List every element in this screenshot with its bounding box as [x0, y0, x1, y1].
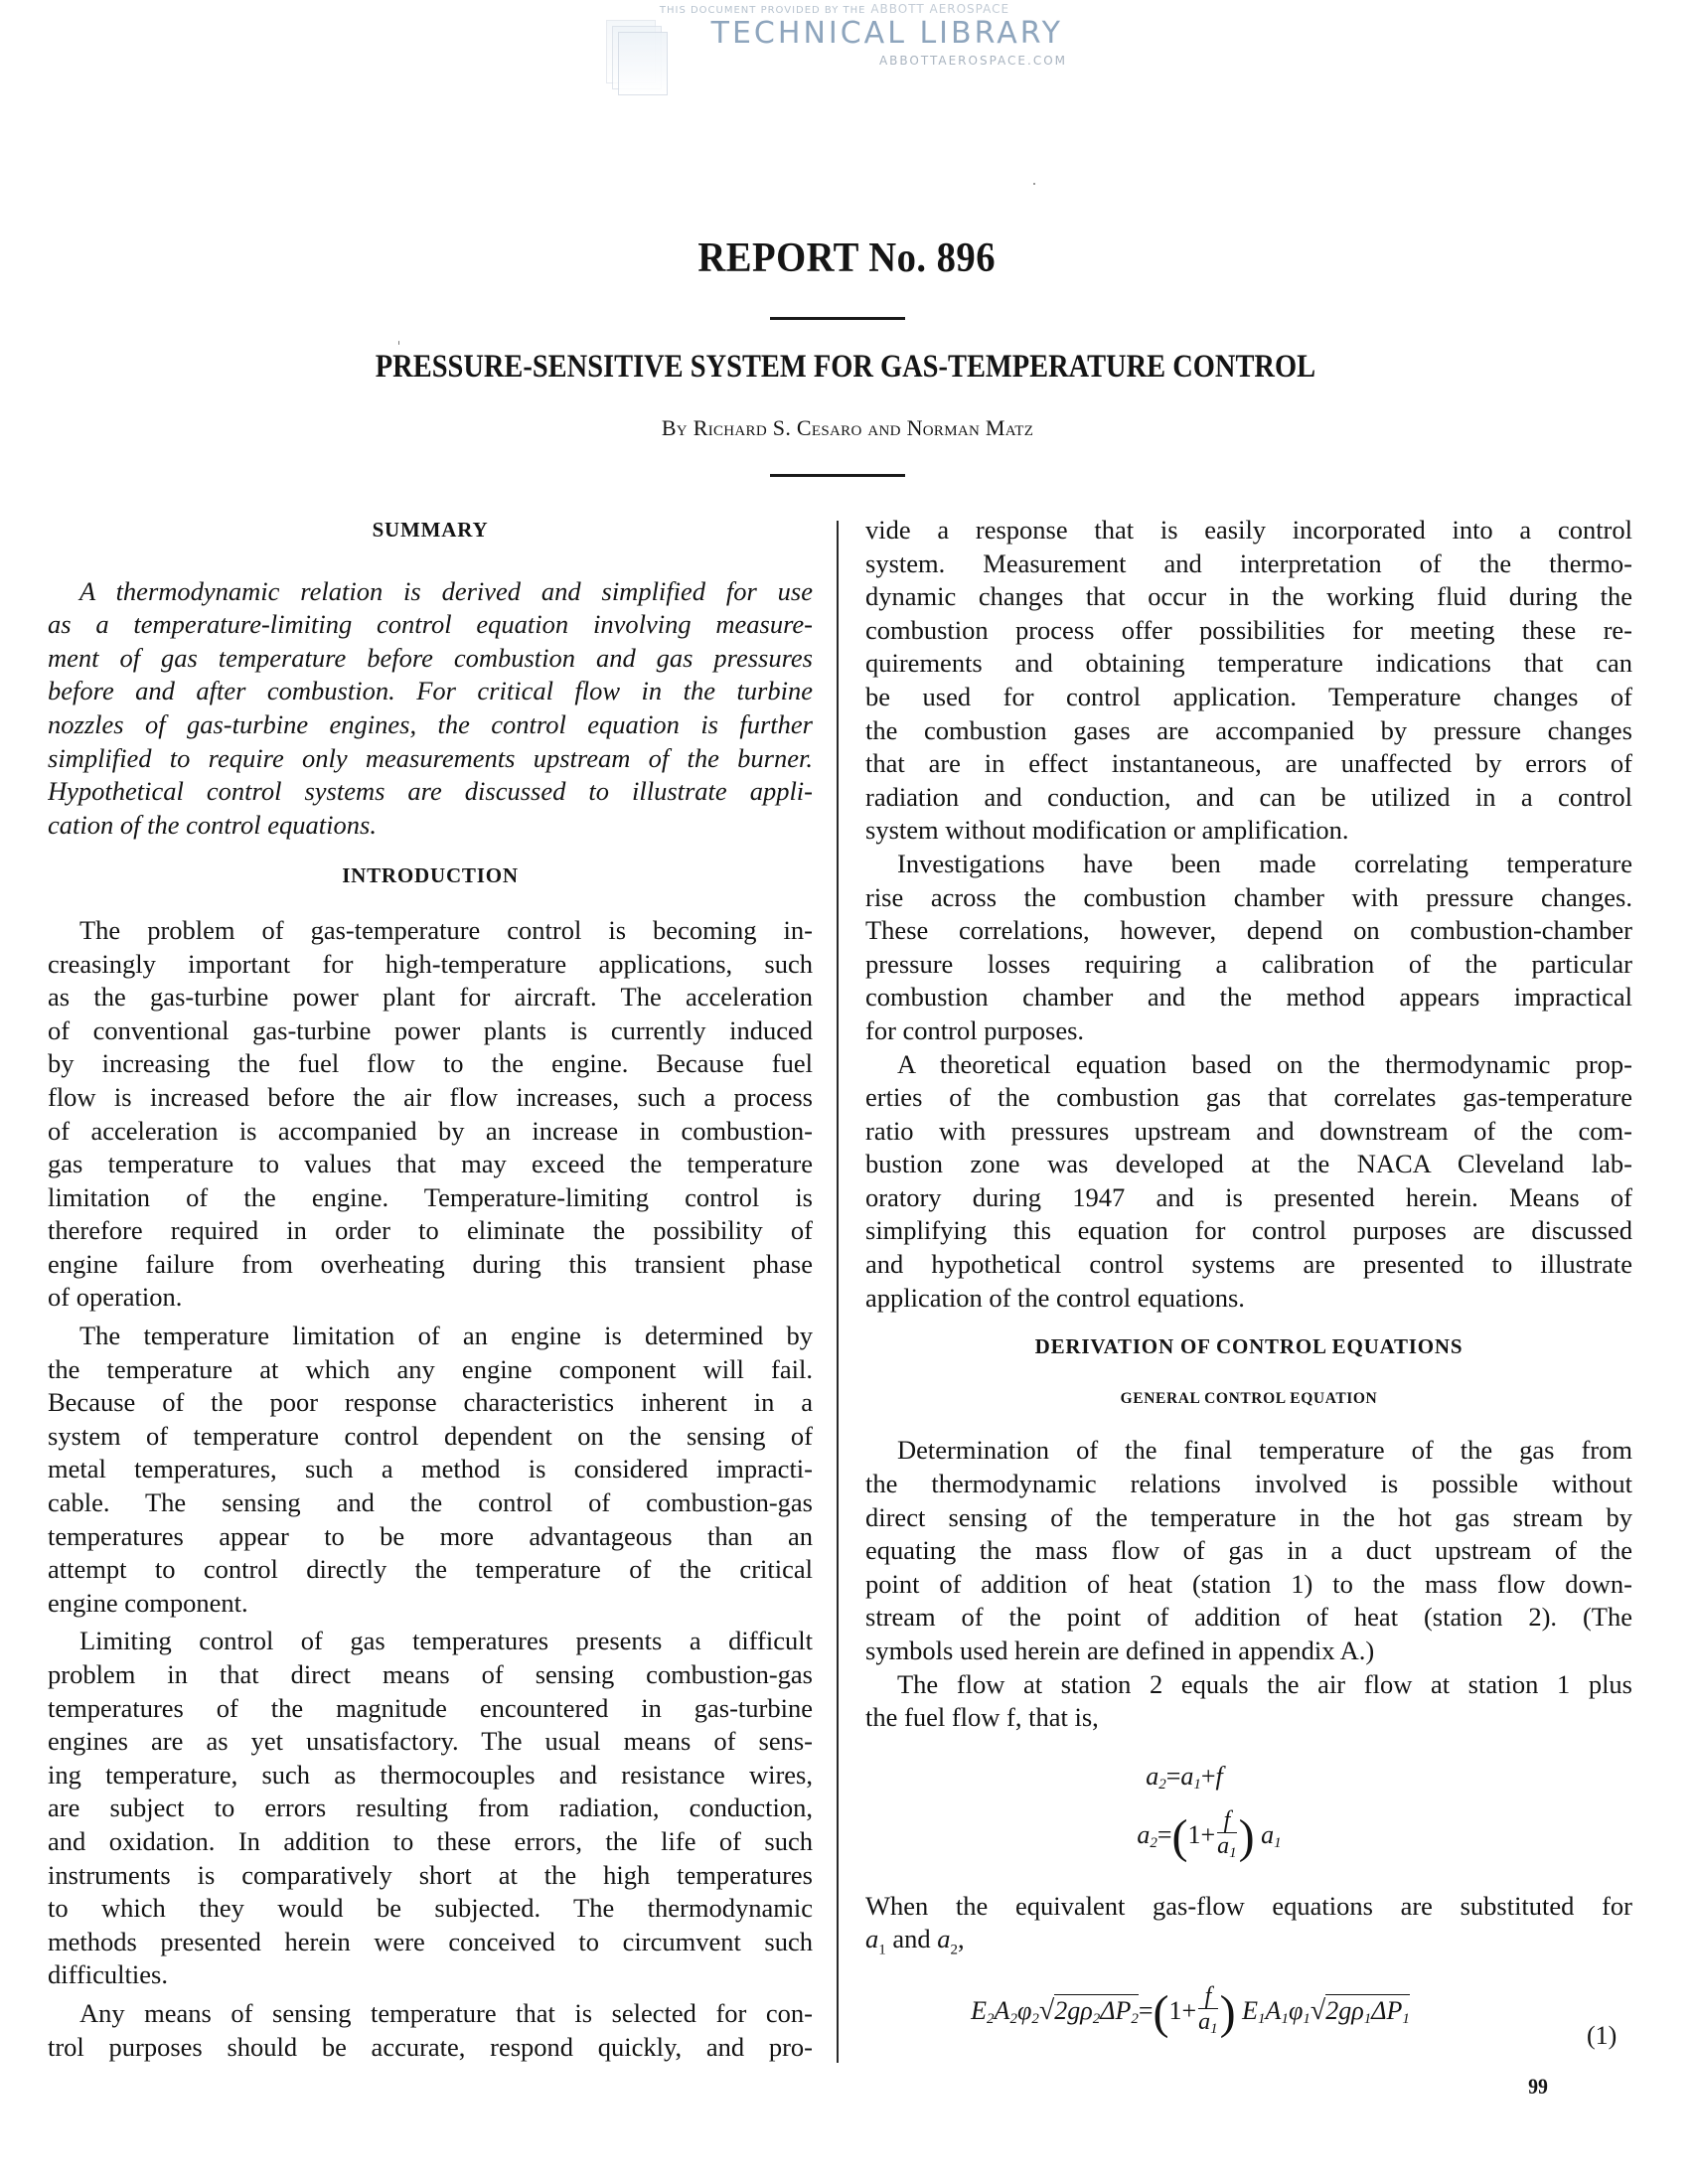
text-line: Investigations have been made correlating temperature — [897, 848, 1632, 878]
theoretical-paragraph — [865, 1048, 1632, 1316]
flow-paragraph — [865, 1668, 1632, 1735]
text-line: as a temperature-limiting control equation involving measure- — [48, 609, 813, 640]
watermark-provider-text: THIS DOCUMENT PROVIDED BY THE — [659, 5, 866, 16]
text-line: metal temperatures, such a method is considered impracti- — [48, 1454, 813, 1484]
intro-paragraph-3 — [48, 1625, 813, 1992]
watermark-url: ABBOTTAEROSPACE.COM — [878, 54, 1067, 68]
watermark-provider — [596, 2, 1073, 16]
text-line: problem in that direct means of sensing combustion-gas — [48, 1659, 813, 1689]
text-line: system without modification or amplification. — [865, 815, 1349, 846]
text-line: ing temperature, such as thermocouples and resistance wires, — [48, 1759, 813, 1790]
text-line: as the gas-turbine power plant for aircraft. The acceleration — [48, 982, 813, 1013]
text-line: A thermodynamic relation is derived and simplified for use — [79, 575, 813, 606]
paper-title: PRESSURE-SENSITIVE SYSTEM FOR GAS-TEMPERATURE CONTROL — [375, 349, 1316, 385]
text-line: before and after combustion. For critical flow in the turbine — [48, 676, 813, 706]
text-line: engine component. — [48, 1587, 248, 1618]
text-line: ment of gas temperature before combustion and gas pressures — [48, 642, 813, 673]
watermark-brand: ABBOTT AEROSPACE — [870, 2, 1010, 16]
text-line: simplified to require only measurements upstream of the burner. — [48, 742, 813, 773]
text-line: rise across the combustion chamber with pressure changes. — [865, 881, 1632, 912]
text-line: When the equivalent gas-flow equations are substituted for — [865, 1890, 1632, 1921]
text-line: engine failure from overheating during this transient phase — [48, 1248, 813, 1279]
text-line: trol purposes should be accurate, respond quickly, and pro- — [48, 2031, 813, 2062]
text-line: of conventional gas-turbine power plants is currently induced — [48, 1014, 813, 1045]
text-line: of acceleration is accompanied by an increase in combustion- — [48, 1115, 813, 1146]
text-line: temperatures of the magnitude encountered in gas-turbine — [48, 1692, 813, 1723]
text-line: erties of the combustion gas that correlates gas-temperature — [865, 1082, 1632, 1113]
text-line: limitation of the engine. Temperature-limiting control is — [48, 1181, 813, 1212]
text-line: are subject to errors resulting from radiation, conduction, — [48, 1793, 813, 1823]
derivation-heading: DERIVATION OF CONTROL EQUATIONS — [1034, 1334, 1464, 1359]
text-line: Determination of the final temperature of the gas from — [897, 1435, 1632, 1466]
text-line: instruments is comparatively short at the high temperatures — [48, 1859, 813, 1890]
column-divider — [837, 521, 839, 2063]
text-line: cation of the control equations. — [48, 809, 377, 840]
equation-number: (1) — [1587, 2021, 1618, 2050]
text-line: The flow at station 2 equals the air flow at station 1 plus — [897, 1668, 1632, 1699]
watermark-library-title: TECHNICAL LIBRARY — [710, 16, 1063, 51]
text-line: methods presented herein were conceived to circumvent such — [48, 1926, 813, 1956]
text-line: for control purposes. — [865, 1014, 1085, 1045]
text-line: to which they would be subjected. The thermodynamic — [48, 1893, 813, 1924]
text-line: creasingly important for high-temperature applications, such — [48, 948, 813, 979]
text-line: difficulties. — [48, 1959, 168, 1990]
text-line: dynamic changes that occur in the working fluid during the — [865, 581, 1632, 612]
text-line: by increasing the fuel flow to the engine. Because fuel — [48, 1048, 813, 1079]
text-line: the thermodynamic relations involved is possible without — [865, 1469, 1632, 1499]
text-line: attempt to control directly the temperature of the critical — [48, 1554, 813, 1585]
text-line: Any means of sensing temperature that is selected for con- — [79, 1997, 813, 2028]
text-line: combustion chamber and the method appears impractical — [865, 982, 1632, 1013]
text-line: These correlations, however, depend on combustion-chamber — [865, 915, 1632, 946]
text-line: A theoretical equation based on the thermodynamic prop- — [897, 1048, 1632, 1079]
equation-1: $E_2A_2\varphi_2√2g\rho_2\Delta P_2=(1+$ $\frac{f}{a_1}$ ) $E_1A_1\varphi_1√2g\rho_1\Delta P_1$ — [971, 1983, 1410, 2039]
text-line: system. Measurement and interpretation of the thermo- — [865, 547, 1632, 578]
text-line: that are in effect instantaneous, are unaffected by errors of — [865, 748, 1632, 779]
intro-paragraph-4 — [48, 1997, 813, 2064]
text-line: The temperature limitation of an engine is determined by — [79, 1321, 813, 1351]
text-line: application of the control equations. — [865, 1282, 1245, 1313]
text-line: of operation. — [48, 1282, 183, 1313]
text-line: bustion zone was developed at the NACA Cleveland lab- — [865, 1149, 1632, 1179]
page-number: 99 — [1528, 2074, 1548, 2099]
text-line: cable. The sensing and the control of combustion-gas — [48, 1487, 813, 1518]
text-line: nozzles of gas-turbine engines, the control equation is further — [48, 708, 813, 739]
byline-rule — [770, 474, 905, 477]
text-line: the temperature at which any engine component will fail. — [48, 1353, 813, 1384]
text-line: temperatures appear to be more advantageous than an — [48, 1520, 813, 1551]
text-line: simplifying this equation for control purposes are discussed — [865, 1215, 1632, 1246]
text-line: combustion process offer possibilities for meeting these re- — [865, 614, 1632, 645]
title-rule — [770, 317, 905, 320]
text-line: symbols used herein are defined in appendix A.) — [865, 1636, 1375, 1665]
text-line: and hypothetical control systems are presented to illustrate — [865, 1249, 1632, 1280]
intro-paragraph-1 — [48, 914, 813, 1315]
general-control-equation-subheading: GENERAL CONTROL EQUATION — [1120, 1389, 1378, 1407]
text-line: system of temperature control dependent on the sensing of — [48, 1420, 813, 1451]
determination-paragraph — [865, 1434, 1632, 1667]
byline: By Richard S. Cesaro and Norman Matz — [661, 415, 1034, 440]
text-line: gas temperature to values that may exceed the temperature — [48, 1149, 813, 1179]
left-column — [48, 514, 813, 2064]
text-line: $a_1$ and $a_2$, — [865, 1924, 965, 1956]
intro-paragraph-2 — [48, 1320, 813, 1620]
text-line: therefore required in order to eliminate the possibility of — [48, 1215, 813, 1246]
text-line: Hypothetical control systems are discussed to illustrate appli- — [48, 776, 813, 807]
text-line: engines are as yet unsatisfactory. The usual means of sens- — [48, 1726, 813, 1757]
text-line: Because of the poor response characteristics inherent in a — [48, 1387, 813, 1418]
introduction-heading: INTRODUCTION — [342, 863, 519, 888]
equation-mass-ratio: $a_2=(1+$ $\frac{f}{a_1}$ ) $a_1$ — [1137, 1806, 1282, 1863]
text-line: ratio with pressures upstream and downstream of the com- — [865, 1115, 1632, 1146]
text-line: quirements and obtaining temperature indications that can — [865, 648, 1632, 679]
text-line: radiation and conduction, and can be utilized in a control — [865, 781, 1632, 812]
text-line: point of addition of heat (station 1) to the mass flow down- — [865, 1568, 1632, 1599]
text-line: the fuel flow f, that is, — [865, 1702, 1099, 1733]
summary-heading: SUMMARY — [372, 518, 489, 542]
text-line: Limiting control of gas temperatures presents a difficult — [79, 1626, 813, 1656]
report-number: REPORT No. 896 — [697, 235, 996, 281]
right-column — [865, 514, 1632, 2044]
text-line: oratory during 1947 and is presented herein. Means of — [865, 1181, 1632, 1212]
text-line: vide a response that is easily incorporated into a control — [865, 515, 1632, 545]
text-line: and oxidation. In addition to these errors, the life of such — [48, 1825, 813, 1856]
text-line: be used for control application. Temperature changes of — [865, 681, 1632, 711]
text-line: equating the mass flow of gas in a duct upstream of the — [865, 1535, 1632, 1566]
text-line: pressure losses requiring a calibration of the particular — [865, 948, 1632, 979]
watermark — [596, 2, 1073, 74]
scan-speck — [398, 341, 399, 345]
text-line: The problem of gas-temperature control is becoming in- — [79, 914, 813, 945]
investigations-paragraph — [865, 848, 1632, 1048]
text-line: direct sensing of the temperature in the hot gas stream by — [865, 1501, 1632, 1532]
scan-speck — [1033, 183, 1035, 185]
summary-paragraph — [48, 575, 813, 843]
text-line: the combustion gases are accompanied by pressure changes — [865, 714, 1632, 745]
substitution-paragraph — [865, 1890, 1632, 1956]
text-line: stream of the point of addition of heat (station 2). (The — [865, 1602, 1632, 1633]
equation-mass-balance: $a_2=a_1+f$ — [1146, 1761, 1223, 1793]
continued-paragraph — [865, 514, 1632, 848]
text-line: flow is increased before the air flow increases, such a process — [48, 1081, 813, 1112]
